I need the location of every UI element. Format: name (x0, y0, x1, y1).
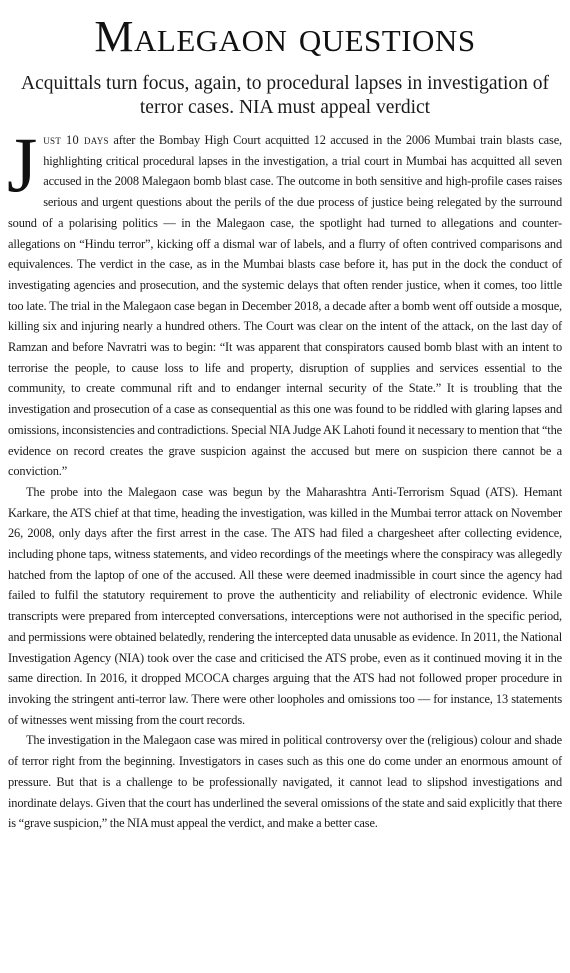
headline: Malegaon questions (94, 12, 476, 61)
paragraph-3: The investigation in the Malegaon case was mired in political controversy over the (religious) colour and shade of terror right from the beginning. Investigators in cases such as this one do come under an enormous amount of pressure. But that is a challenge to be professionally navigated, it cannot lead to slipshod investigations and inordinate delays. Given that the court has underlined the several omissions of the state and said explicitly that there is “grave suspicion,” the NIA must appeal the verdict, and make a better case. (8, 733, 562, 831)
paragraph-1-text: after the Bombay High Court acquitted 12 accused in the 2006 Mumbai train blasts case, highlighting critical procedural lapses in the investigation, a trial court in Mumbai has acquitted all seven accused in the 2008 Malegaon bomb blast case. The outcome in both sensitive and high-profile cases raises serious and urgent questions about the perils of the due process of justice being relegated by the surround sound of a polarising politics — in the Malegaon case, the spotlight had turned to allegations and counter-allegations on “Hindu terror”, kicking off a dismal war of labels, and a flurry of often contrived comparisons and equivalences. The verdict in the case, as in the Mumbai blasts case before it, has put in the dock the conduct of investigating agencies and prosecution, and the systemic delays that often render justice, when it comes, too little too late. The trial in the Malegaon case began in December 2018, a decade after a bomb went off outside a mosque, killing six and injuring nearly a hundred others. The Court was clear on the intent of the attack, on the last day of Ramzan and before Navratri was to begin: “It was apparent that conspirators caused bomb blast with an intent to terrorise the people, to cause loss to life and property, disruption of supplies and services essential to the community, to create communal rift and to endanger internal security of the State.” It is troubling that the investigation and prosecution of a case as consequential as this one was found to be riddled with glaring lapses and omissions, inconsistencies and contradictions. Special NIA Judge AK Lahoti found it necessary to mention that “the evidence on record creates the grave suspicion against the accused but mere on suspicion there cannot be a conviction.” (8, 133, 562, 479)
drop-cap: J (7, 121, 38, 208)
standfirst: Acquittals turn focus, again, to procedural lapses in investigation of terror cases. NIA must appeal verdict (21, 73, 549, 118)
paragraph-2: The probe into the Malegaon case was begun by the Maharashtra Anti-Terrorism Squad (ATS). Hemant Karkare, the ATS chief at that time, heading the investigation, was killed in the Mumbai terror attack on November 26, 2008, only days after the first arrest in the case. The ATS had filed a chargesheet after collecting evidence, including phone taps, witness statements, and video recordings of the meetings where the conspiracy was allegedly hatched from the laptop of one of the accused. All these were deemed inadmissible in court since the agency had failed to fulfil the statutory requirement to prove the authenticity and reliability of electronic evidence. While transcripts were prepared from intercepted conversations, interceptions were not authorised in the specific period, and permissions were obtained belatedly, rendering the intercepted data unusable as evidence. In 2011, the National Investigation Agency (NIA) took over the case and criticised the ATS probe, even as it continued moving it in the same direction. In 2016, it dropped MCOCA charges arguing that the ATS had not followed proper procedure in invoking the stringent anti-terror law. There were other loopholes and omissions too — for instance, 13 statements of witnesses went missing from the court records. (8, 484, 562, 727)
paragraph-1 (7, 121, 562, 482)
article-body (7, 121, 562, 834)
lead-in: ust 10 days (43, 133, 109, 147)
